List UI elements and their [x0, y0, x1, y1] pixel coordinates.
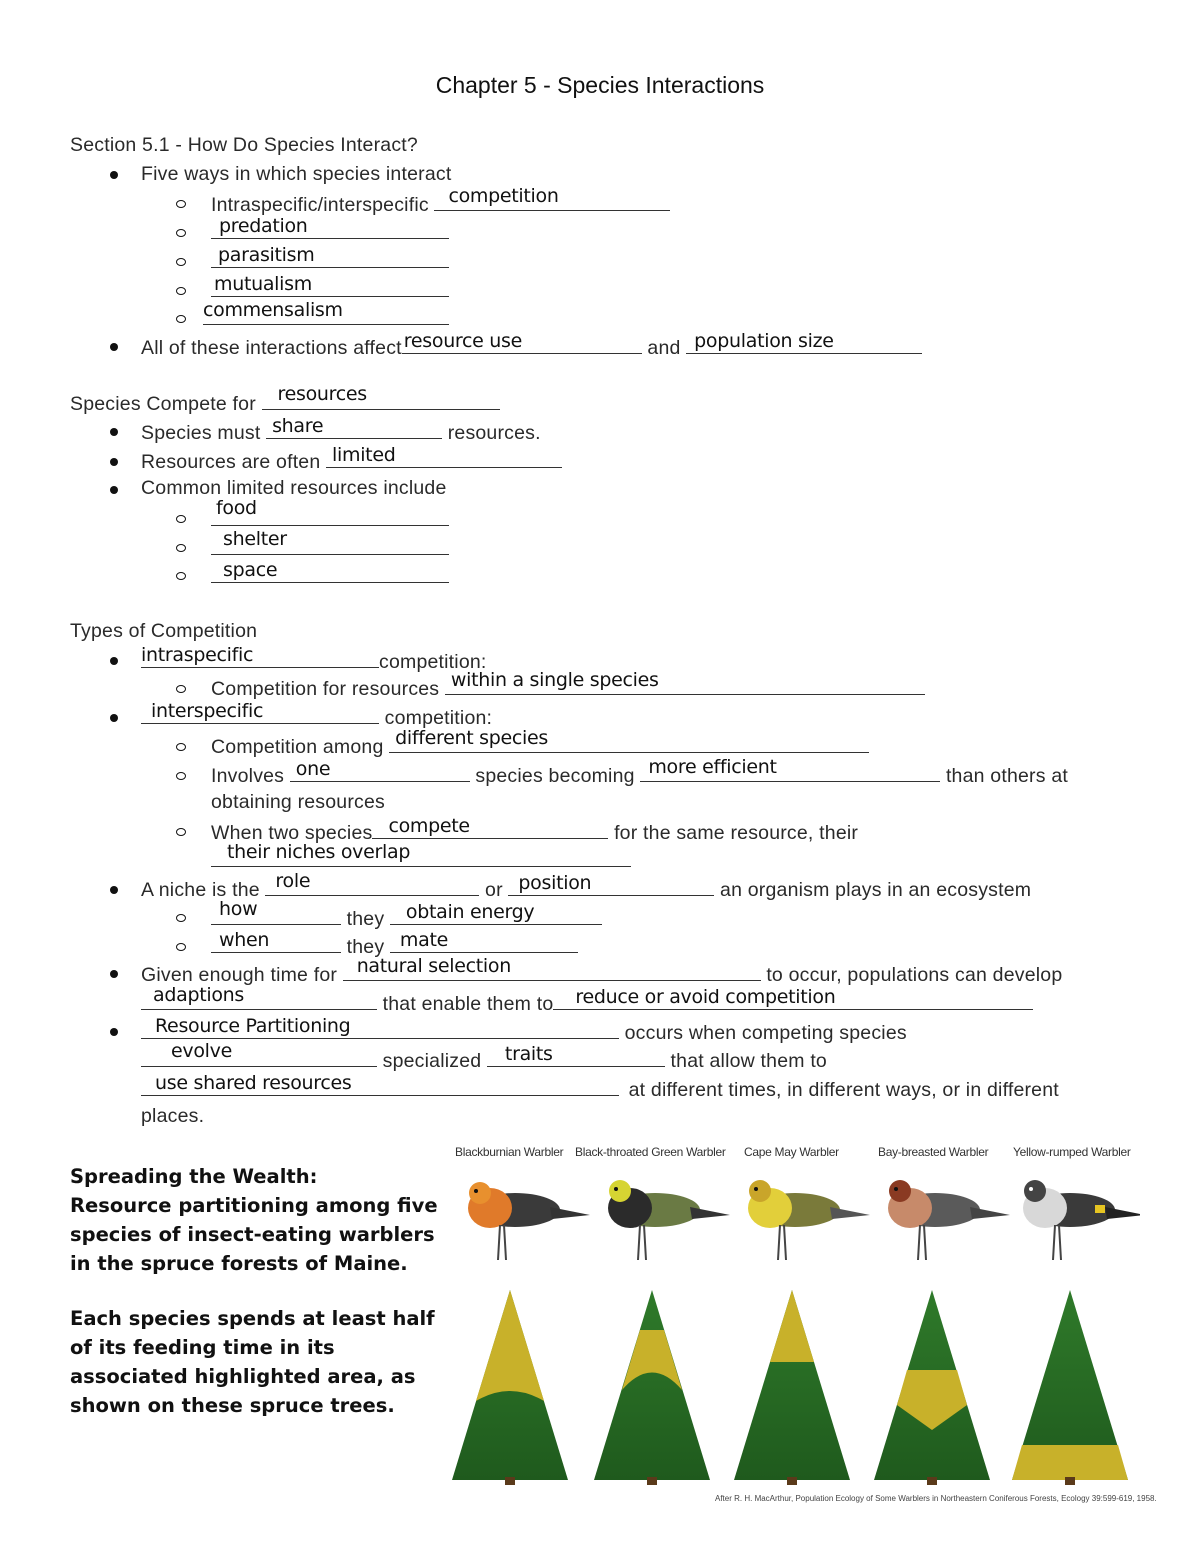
than-others-text: than others at: [945, 765, 1068, 787]
competition-text: competition:: [384, 707, 493, 729]
answer-blank: [266, 415, 442, 439]
circle-bullet-icon: [176, 685, 186, 693]
affect-text: All of these interactions affect: [141, 337, 402, 359]
answer-blank: [211, 273, 449, 297]
answer-blank: [372, 815, 608, 839]
note-heading: Spreading the Wealth:: [70, 1165, 318, 1188]
answer-blank: [508, 872, 714, 896]
answer-blank: [487, 1043, 665, 1067]
use-line: [141, 1072, 1059, 1102]
answer-blank: [211, 898, 341, 925]
yellow-rumped-warbler-icon: [1023, 1180, 1140, 1260]
they-text: they: [346, 908, 385, 930]
answer-blank: [211, 244, 449, 268]
answer-text: commensalism: [203, 299, 343, 321]
answer-text: obtain energy: [405, 901, 535, 923]
evolve-line: [141, 1040, 827, 1073]
given-text: Given enough time for: [141, 964, 338, 986]
answer-blank: [290, 758, 470, 782]
answer-text: shelter: [223, 528, 287, 550]
answer-text: within a single species: [450, 669, 659, 691]
common-text: Common limited resources include: [141, 477, 447, 499]
involves-line: [211, 756, 1068, 788]
answer-blank: [211, 215, 449, 239]
becoming-text: species becoming: [475, 765, 635, 787]
bird-label: Yellow-rumped Warbler: [1013, 1145, 1131, 1159]
answer-text: position: [518, 872, 592, 894]
enable-text: that enable them to: [382, 993, 554, 1015]
they-text: they: [346, 936, 385, 958]
bird-label: Black-throated Green Warbler: [575, 1145, 726, 1159]
circle-bullet-icon: [176, 943, 186, 951]
bay-breasted-warbler-icon: [888, 1180, 1010, 1260]
answer-blank: [343, 955, 761, 981]
bullet-icon: [110, 1028, 118, 1036]
note-paragraph-1: Resource partitioning among five species of insect-eating warblers in the spruce forests of Maine.: [70, 1194, 438, 1275]
answer-text: population size: [694, 330, 834, 352]
niche-suffix-text: an organism plays in an ecosystem: [720, 879, 1032, 901]
answer-text: limited: [332, 444, 396, 466]
circle-bullet-icon: [176, 544, 186, 552]
bullet-icon: [110, 458, 118, 466]
answer-blank: [390, 929, 578, 953]
answer-text: one: [295, 758, 331, 780]
bullet-icon: [110, 657, 118, 665]
answer-blank: [141, 1072, 619, 1096]
adaptions-line: [141, 984, 1033, 1016]
warbler-figure: [440, 1145, 1140, 1515]
black-throated-green-warbler-icon: [608, 1180, 730, 1260]
bullet-icon: [110, 428, 118, 436]
answer-blank: [434, 185, 670, 211]
resource-3: [211, 559, 449, 589]
answer-text: mate: [399, 929, 449, 951]
answer-text: space: [223, 559, 278, 581]
cape-may-warbler-icon: [748, 1180, 870, 1260]
answer-blank: [262, 383, 500, 410]
bullet-icon: [110, 714, 118, 722]
types-heading: Types of Competition: [70, 620, 258, 642]
bullet-icon: [110, 886, 118, 894]
spruce-tree-icon: [874, 1290, 990, 1485]
partitioning-suffix-text: occurs when competing species: [624, 1022, 907, 1044]
overlap-line: [211, 841, 631, 873]
different-times-text: at different times, in different ways, or in different: [628, 1079, 1059, 1101]
blackburnian-warbler-icon: [468, 1182, 590, 1260]
answer-text: parasitism: [218, 244, 315, 266]
section-heading: Section 5.1 - How Do Species Interact?: [70, 134, 418, 156]
compete-heading: [70, 383, 500, 416]
intra-line: [141, 644, 487, 674]
involves-text: Involves: [211, 765, 285, 787]
answer-text: reduce or avoid competition: [575, 986, 836, 1008]
specialized-text: specialized: [382, 1050, 482, 1072]
circle-bullet-icon: [176, 828, 186, 836]
answer-blank: [445, 669, 925, 695]
circle-bullet-icon: [176, 772, 186, 780]
bullet-icon: [110, 343, 118, 351]
resources-text: resources.: [447, 422, 541, 444]
answer-text: role: [275, 870, 311, 892]
bird-label: Cape May Warbler: [744, 1145, 839, 1159]
answer-blank: [265, 870, 479, 896]
answer-text: food: [216, 497, 257, 519]
circle-bullet-icon: [176, 229, 186, 237]
compete-heading-text: Species Compete for: [70, 393, 256, 415]
figure-credit: After R. H. MacArthur, Population Ecology of Some Warblers in Northeastern Coniferous Forests, Ecology 39:599-619, 1958.: [715, 1494, 1157, 1503]
answer-blank: [141, 644, 379, 668]
note-paragraph-2: Each species spends at least half of its feeding time in its associated highlighted area, as shown on these spruce trees.: [70, 1307, 435, 1417]
answer-blank: [211, 497, 449, 526]
answer-text: mutualism: [214, 273, 312, 295]
bullet-icon: [110, 171, 118, 179]
allow-text: that allow them to: [670, 1050, 827, 1072]
answer-blank: [141, 1015, 619, 1039]
answer-text: natural selection: [356, 955, 511, 977]
bullet-icon: [110, 970, 118, 978]
interaction-label: Intraspecific/interspecific: [211, 194, 429, 216]
answer-blank: [211, 929, 341, 953]
answer-blank: [402, 330, 642, 354]
circle-bullet-icon: [176, 315, 186, 323]
answer-text: traits: [504, 1043, 553, 1065]
spruce-tree-icon: [734, 1290, 850, 1485]
same-resource-text: for the same resource, their: [614, 822, 859, 844]
answer-text: intraspecific: [141, 644, 254, 666]
interaction-5: [203, 299, 449, 331]
limited-line: [141, 444, 562, 474]
for-resources-line: [211, 669, 925, 701]
answer-blank: [211, 559, 449, 583]
answer-text: interspecific: [151, 700, 264, 722]
circle-bullet-icon: [176, 200, 186, 208]
places-text: places.: [141, 1105, 205, 1127]
answer-text: compete: [388, 815, 470, 837]
bird-label: Bay-breasted Warbler: [878, 1145, 989, 1159]
circle-bullet-icon: [176, 743, 186, 751]
five-ways-text: Five ways in which species interact: [141, 163, 452, 185]
bird-label: Blackburnian Warbler: [455, 1145, 564, 1159]
answer-blank: [326, 444, 562, 468]
spruce-tree-icon: [1012, 1290, 1128, 1485]
answer-blank: [203, 299, 449, 325]
answer-text: use shared resources: [155, 1072, 352, 1094]
spruce-tree-icon: [452, 1290, 568, 1485]
often-text: Resources are often: [141, 451, 321, 473]
answer-text: share: [272, 415, 324, 437]
answer-text: different species: [395, 727, 549, 749]
answer-blank: [390, 901, 602, 925]
answer-text: resources: [277, 383, 367, 405]
interaction-2: [211, 215, 449, 245]
or-text: or: [485, 879, 503, 901]
answer-text: more efficient: [648, 756, 777, 778]
circle-bullet-icon: [176, 572, 186, 580]
spruce-tree-icon: [594, 1290, 710, 1485]
interaction-1: [211, 185, 670, 217]
niche-line: [141, 870, 1032, 902]
share-line: [141, 415, 541, 445]
given-line: [141, 955, 1063, 987]
answer-blank: [141, 984, 377, 1010]
answer-blank: [211, 528, 449, 555]
answer-blank: [141, 1040, 377, 1067]
must-text: Species must: [141, 422, 261, 444]
interaction-3: [211, 244, 449, 274]
answer-blank: [640, 756, 940, 782]
answer-blank: [141, 700, 379, 724]
warbler-illustration: [440, 1145, 1140, 1495]
answer-text: predation: [219, 215, 308, 237]
obtaining-text: obtaining resources: [211, 791, 385, 813]
affect-line: [141, 330, 922, 360]
niche-text: A niche is the: [141, 879, 260, 901]
for-resources-text: Competition for resources: [211, 678, 440, 700]
bullet-icon: [110, 486, 118, 494]
circle-bullet-icon: [176, 515, 186, 523]
answer-text: resource use: [403, 330, 523, 352]
circle-bullet-icon: [176, 287, 186, 295]
answer-blank: [553, 986, 1033, 1010]
answer-text: adaptions: [153, 984, 245, 1006]
among-text: Competition among: [211, 736, 384, 758]
answer-text: Resource Partitioning: [155, 1015, 351, 1037]
when-two-text: When two species: [211, 822, 373, 844]
partitioning-line: [141, 1015, 907, 1045]
circle-bullet-icon: [176, 258, 186, 266]
answer-text: competition: [448, 185, 559, 207]
page-title: Chapter 5 - Species Interactions: [435, 72, 765, 98]
and-text: and: [647, 337, 681, 359]
answer-text: their niches overlap: [227, 841, 411, 863]
resource-2: [211, 528, 449, 561]
given-suffix-text: to occur, populations can develop: [766, 964, 1063, 986]
answer-blank: [211, 841, 631, 867]
circle-bullet-icon: [176, 914, 186, 922]
answer-text: how: [219, 898, 258, 920]
answer-blank: [686, 330, 922, 354]
how-line: [211, 898, 602, 931]
competition-text: competition:: [379, 651, 487, 673]
answer-text: evolve: [171, 1040, 232, 1062]
answer-blank: [389, 727, 869, 753]
answer-text: when: [219, 929, 270, 951]
